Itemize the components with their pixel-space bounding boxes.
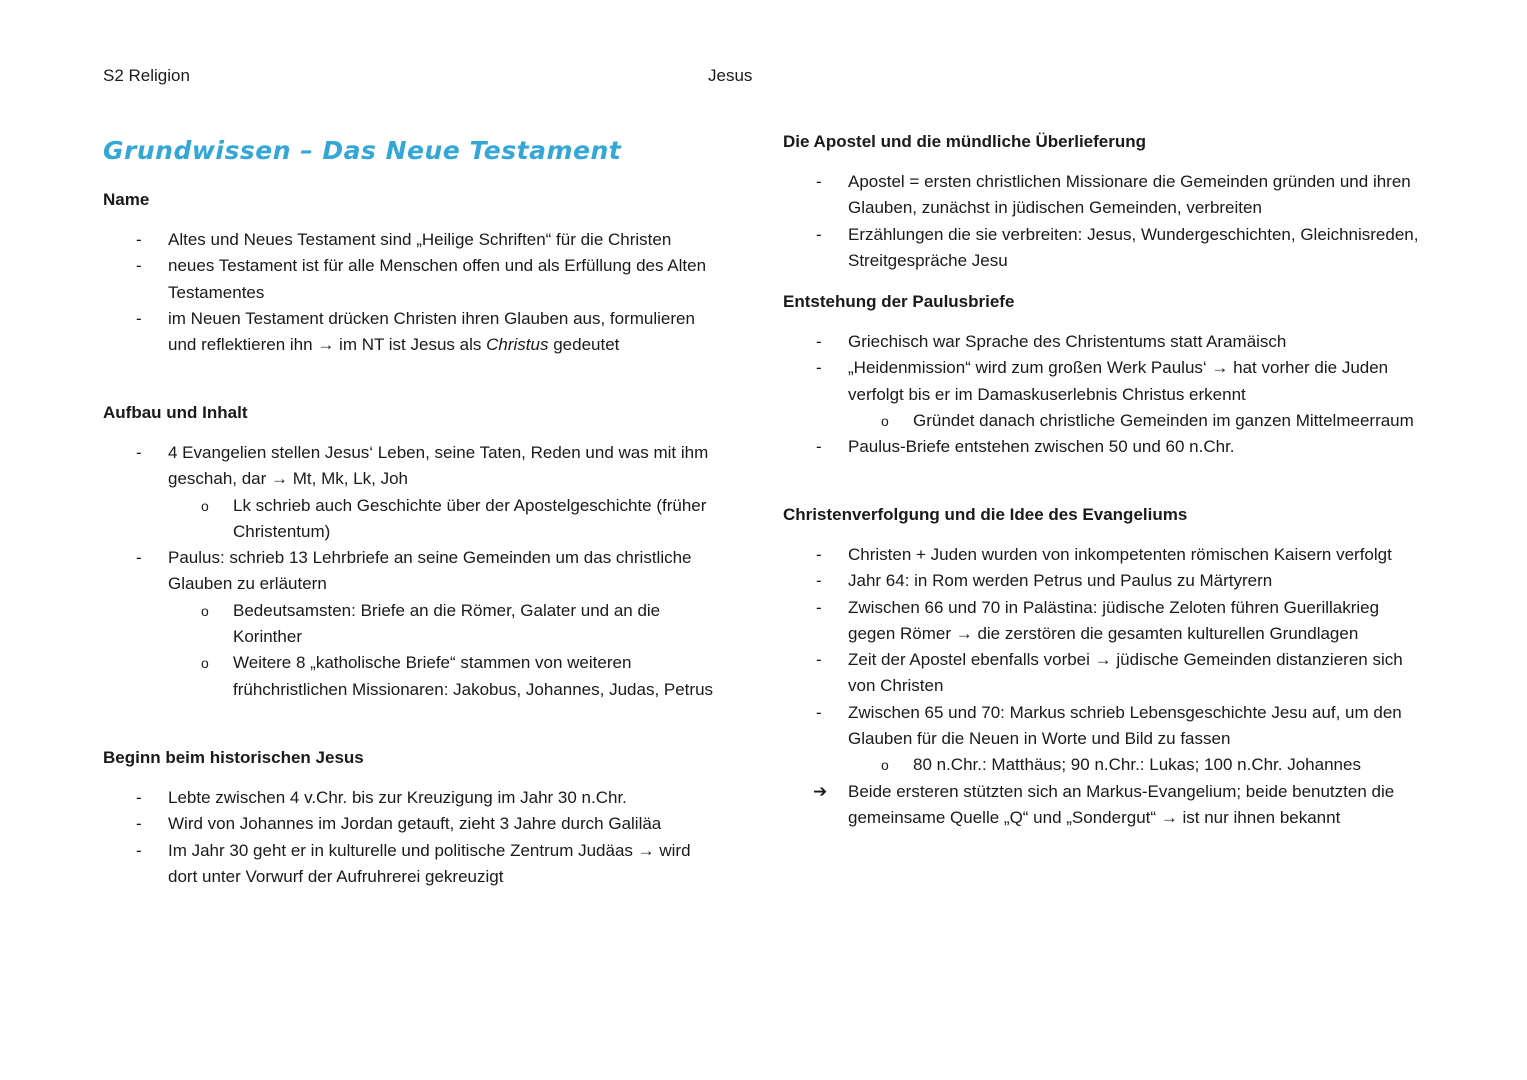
section-heading: Die Apostel und die mündliche Überlieferung <box>783 132 1147 151</box>
arrow-icon: ➔ <box>813 781 828 801</box>
section-heading: Christenverfolgung und die Idee des Evangeliums <box>783 505 1188 524</box>
section-verfolgung <box>783 502 1423 831</box>
list-item: - Zwischen 66 und 70 in Palästina: jüdische Zeloten führen Guerillakrieg gegen Römer → die zerstören die gesamten kulturellen Grundlagen <box>816 597 1380 643</box>
section-name <box>103 187 723 358</box>
list-item: - Christen + Juden wurden von inkompetenten römischen Kaisern verfolgt <box>816 545 1392 564</box>
list-item: - Erzählungen die sie verbreiten: Jesus, Wundergeschichten, Gleichnisreden, Streitgespräche Jesu <box>816 224 1419 270</box>
section-heading: Aufbau und Inhalt <box>103 403 248 422</box>
header-left: S2 Religion <box>103 66 190 85</box>
list-item: - im Neuen Testament drücken Christen ihren Glauben aus, formulieren und reflektieren ihn → im NT ist Jesus als Christus gedeutet <box>136 308 695 355</box>
section-heading: Beginn beim historischen Jesus <box>103 748 364 767</box>
list-item: - Apostel = ersten christlichen Missionare die Gemeinden gründen und ihren Glauben, zunächst in jüdischen Gemeinden, verbreiten <box>816 172 1411 218</box>
list-item: - Jahr 64: in Rom werden Petrus und Paulus zu Märtyrern <box>816 571 1273 591</box>
header-center: Jesus <box>708 66 753 85</box>
page-title: Grundwissen – Das Neue Testament <box>103 136 622 165</box>
sub-list-item: o Lk schrieb auch Geschichte über der Apostelgeschichte (früher Christentum) <box>201 495 707 541</box>
section-heading: Name <box>103 190 150 209</box>
section-paulus <box>783 289 1423 460</box>
section-beginn <box>103 745 723 890</box>
arrow-list-item: ➔ Beide ersteren stützten sich an Markus-Evangelium; beide benutzten die gemeinsame Quelle „Q“ und „Sondergut“ → ist nur ihnen bekannt <box>783 779 1423 832</box>
list-item: - Paulus-Briefe entstehen zwischen 50 und 60 n.Chr. <box>816 437 1235 457</box>
list-item: - „Heidenmission“ wird zum großen Werk Paulus‘ → hat vorher die Juden verfolgt bis er im Damaskuserlebnis Christus erkennt <box>816 358 1389 404</box>
list-item: - Lebte zwischen 4 v.Chr. bis zur Kreuzigung im Jahr 30 n.Chr. <box>136 788 627 807</box>
list-item: - Griechisch war Sprache des Christentums statt Aramäisch <box>816 332 1287 351</box>
sub-list-item: o Gründet danach christliche Gemeinden im ganzen Mittelmeerraum <box>881 410 1414 430</box>
section-heading: Entstehung der Paulusbriefe <box>783 292 1015 311</box>
sub-list-item: o 80 n.Chr.: Matthäus; 90 n.Chr.: Lukas; 100 n.Chr. Johannes <box>881 755 1361 775</box>
section-aufbau <box>103 400 723 703</box>
list-item: - Wird von Johannes im Jordan getauft, zieht 3 Jahre durch Galiläa <box>136 814 662 834</box>
list-item: - Zeit der Apostel ebenfalls vorbei → jüdische Gemeinden distanzieren sich von Christen <box>816 650 1403 696</box>
sub-list-item: o Weitere 8 „katholische Briefe“ stammen von weiteren frühchristlichen Missionaren: Jakobus, Johannes, Judas, Petrus <box>201 653 714 699</box>
sub-list-item: o Bedeutsamsten: Briefe an die Römer, Galater und an die Korinther <box>201 600 661 647</box>
list-item: - Altes und Neues Testament sind „Heilige Schriften“ für die Christen <box>136 230 672 249</box>
list-item: - Im Jahr 30 geht er in kulturelle und politische Zentrum Judäas → wird dort unter Vorwurf der Aufruhrerei gekreuzigt <box>136 840 691 886</box>
list-item: - Zwischen 65 und 70: Markus schrieb Lebensgeschichte Jesu auf, um den Glauben für die Neuen in Worte und Bild zu fassen <box>816 702 1402 749</box>
list-item: - 4 Evangelien stellen Jesus‘ Leben, seine Taten, Reden und was mit ihm geschah, dar → Mt, Mk, Lk, Joh <box>136 443 709 489</box>
list-item: - neues Testament ist für alle Menschen offen und als Erfüllung des Alten Testamentes <box>136 256 707 302</box>
list-item: - Paulus: schrieb 13 Lehrbriefe an seine Gemeinden um das christliche Glauben zu erläutern <box>136 548 692 594</box>
section-apostel <box>783 129 1423 274</box>
